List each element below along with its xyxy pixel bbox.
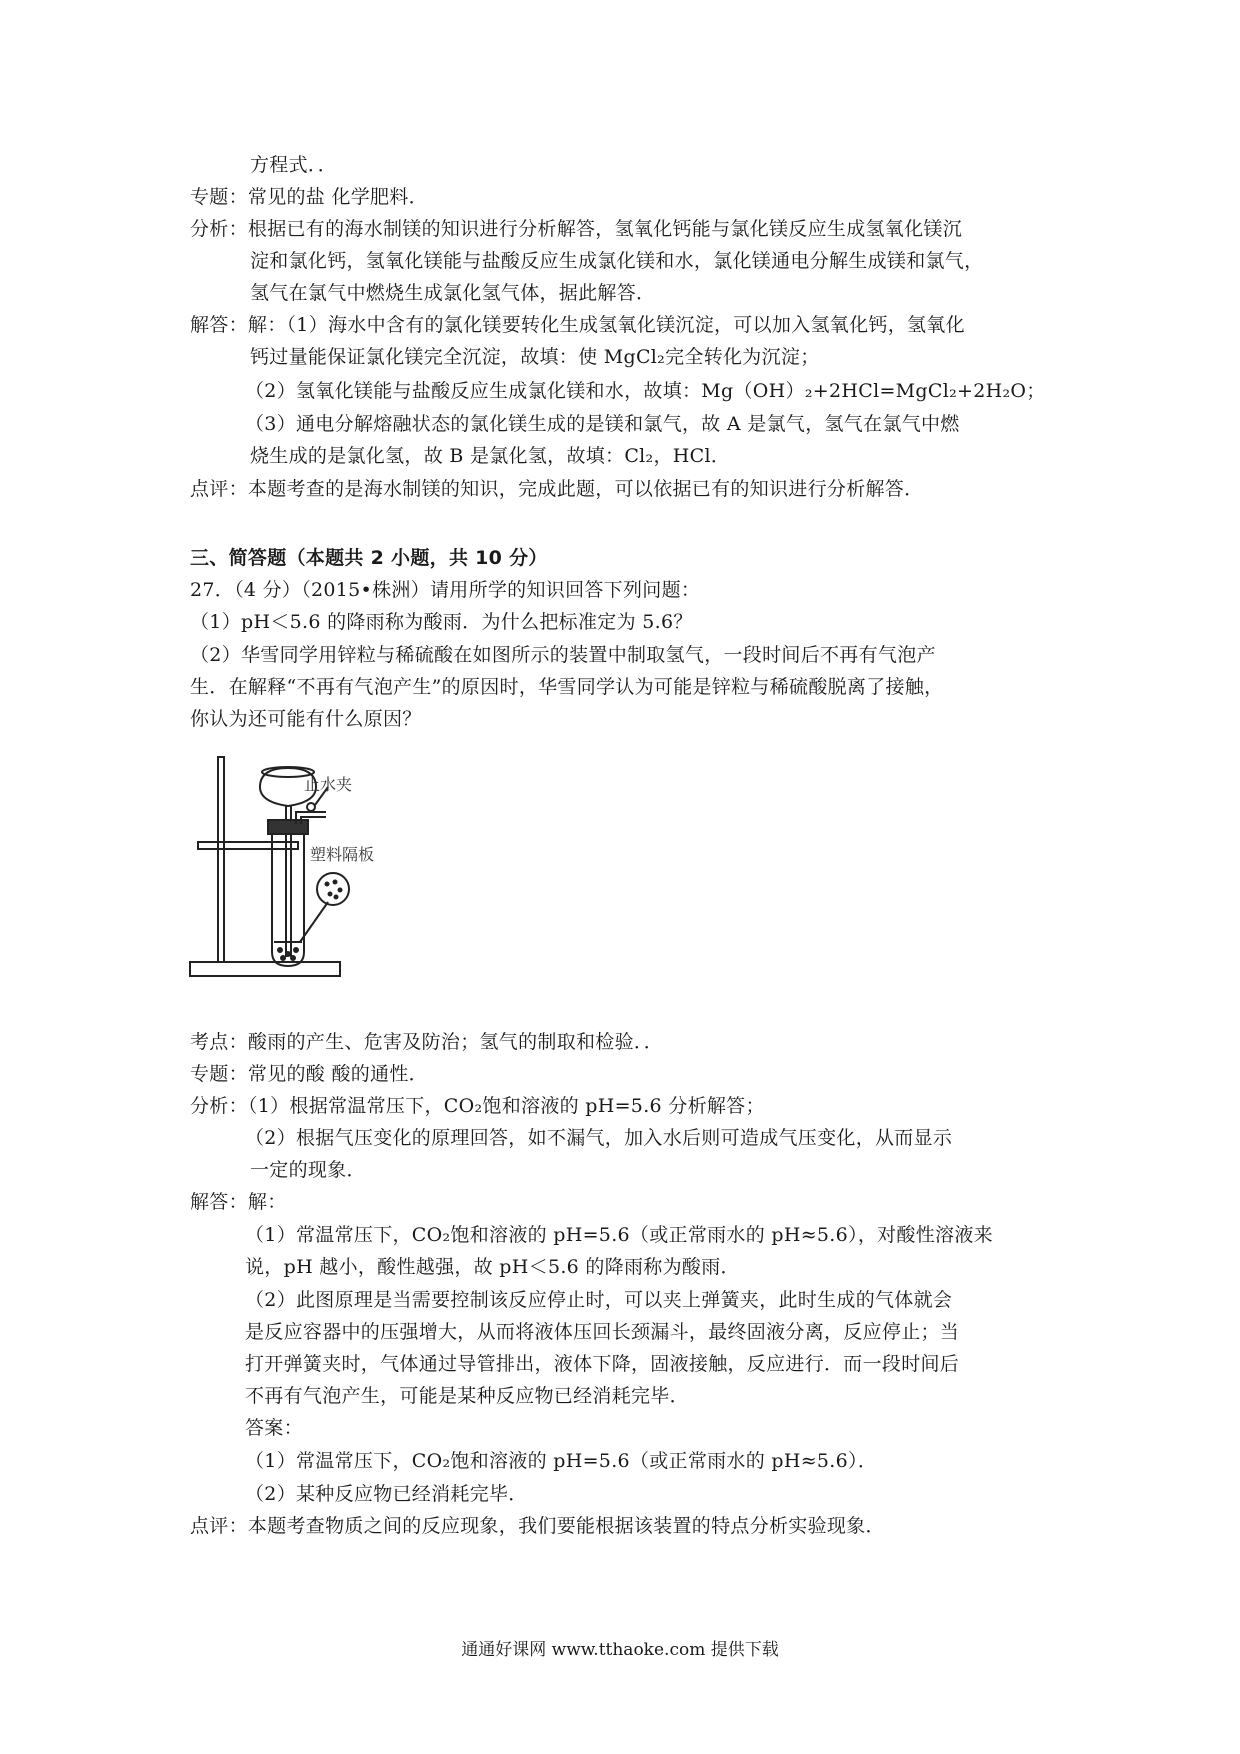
solution-fenxi-line: 一定的现象． [250,1159,366,1181]
prev-fenxi-line: 分析：根据已有的海水制镁的知识进行分析解答，氢氧化钙能与氯化镁反应生成氢氧化镁沉 [190,218,963,240]
solution-daan-line: （2）某种反应物已经消耗完毕． [245,1483,528,1505]
prev-zhuanti: 专题：常见的盐 化学肥料． [190,186,428,208]
solution-daan-label: 答案： [245,1417,303,1439]
solution-daan-line: （1）常温常压下，CO₂饱和溶液的 pH=5.6（或正常雨水的 pH≈5.6）． [245,1450,878,1472]
label-clamp: 止水夹 [304,775,353,794]
solution-jieda-line: （2）此图原理是当需要控制该反应停止时，可以夹上弹簧夹，此时生成的气体就会 [245,1289,953,1311]
question-line: （1）pH＜5.6 的降雨称为酸雨．为什么把标准定为 5.6？ [190,611,693,633]
prev-dianping: 点评：本题考查的是海水制镁的知识，完成此题，可以依据已有的知识进行分析解答． [190,478,924,500]
solution-jieda-line: 打开弹簧夹时，气体通过导管排出，液体下降，固液接触，反应进行．而一段时间后 [245,1353,960,1375]
solution-zhuanti: 专题：常见的酸 酸的通性． [190,1063,428,1085]
stand-base [190,962,340,976]
page-footer: 通通好课网 www.tthaoke.com 提供下载 [461,1640,779,1660]
prev-jieda-line: 解答：解：（1）海水中含有的氯化镁要转化生成氢氧化镁沉淀，可以加入氢氧化钙，氢氧化 [190,314,965,336]
hydrogen-apparatus-diagram [188,752,448,992]
solution-jieda-line: 是反应容器中的压强增大，从而将液体压回长颈漏斗，最终固液分离，反应停止；当 [245,1321,960,1343]
solution-dianping: 点评：本题考查物质之间的反应现象，我们要能根据该装置的特点分析实验现象． [190,1515,885,1537]
prev-jieda-line: 烧生成的是氯化氢，故 B 是氯化氢，故填：Cl₂，HCl． [250,445,731,467]
prev-fenxi-line: 氢气在氯气中燃烧生成氯化氢气体，据此解答． [250,282,656,304]
solution-fenxi-line: （2）根据气压变化的原理回答，如不漏气，加入水后则可造成气压变化，从而显示 [245,1127,953,1149]
question-header: 27．（4 分）（2015•株洲）请用所学的知识回答下列问题： [190,579,701,601]
prev-jieda-line: 钙过量能保证氯化镁完全沉淀，故填：使 MgCl₂完全转化为沉淀； [250,346,820,368]
solution-kaodian: 考点：酸雨的产生、危害及防治；氢气的制取和检验．． [190,1031,664,1053]
solution-jieda-head: 解答：解： [190,1191,287,1213]
prev-fenxi-line: 淀和氯化钙，氢氧化镁能与盐酸反应生成氯化镁和水，氯化镁通电分解生成镁和氯气， [250,250,984,272]
prev-kaodian-tail: 方程式．． [250,154,338,176]
question-line: （2）华雪同学用锌粒与稀硫酸在如图所示的装置中制取氢气，一段时间后不再有气泡产 [190,644,936,666]
stopcock-clamp [307,803,315,811]
solution-jieda-line: （1）常温常压下，CO₂饱和溶液的 pH=5.6（或正常雨水的 pH≈5.6），对酸性溶液来 [245,1224,993,1246]
section-title: 三、简答题（本题共 2 小题，共 10 分） [190,547,548,569]
prev-jieda-line: （2）氢氧化镁能与盐酸反应生成氯化镁和水，故填：Mg（OH）₂+2HCl=MgCl₂+2H₂O； [245,380,1046,402]
question-line: 生．在解释“不再有气泡产生”的原因时，华雪同学认为可能是锌粒与稀硫酸脱离了接触， [190,676,944,698]
label-plate: 塑料隔板 [310,845,375,864]
stand-rod [218,757,224,962]
solution-fenxi-line: 分析：（1）根据常温常压下，CO₂饱和溶液的 pH=5.6 分析解答； [190,1095,765,1117]
question-line: 你认为还可能有什么原因？ [190,708,422,730]
plate-zoom-circle [317,873,349,905]
solution-jieda-line: 不再有气泡产生，可能是某种反应物已经消耗完毕． [245,1385,689,1407]
clamp-arm [198,842,298,849]
solution-jieda-line: 说，pH 越小，酸性越强，故 pH＜5.6 的降雨称为酸雨． [245,1256,740,1278]
prev-jieda-line: （3）通电分解熔融状态的氯化镁生成的是镁和氯气，故 A 是氯气，氢气在氯气中燃 [245,413,960,435]
test-tube [272,834,304,966]
